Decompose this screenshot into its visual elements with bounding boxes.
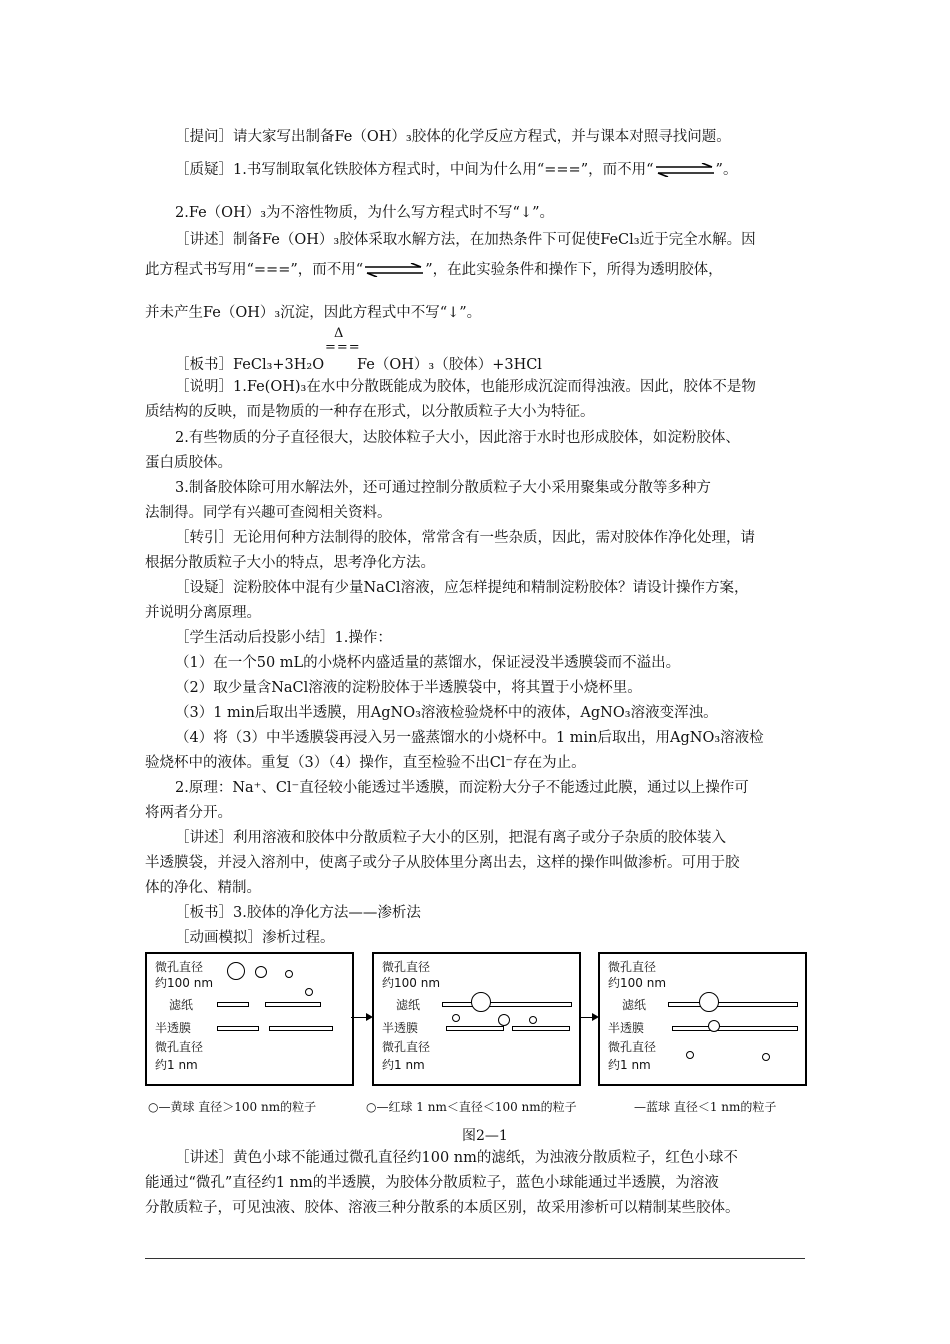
figure-caption: 图2—1 [462,1128,508,1144]
filter-paper-right [265,1002,321,1007]
explain-line-3: 2.有些物质的分子直径很大，达胶体粒子大小，因此溶于水时也形成胶体，如淀粉胶体、 [175,430,740,446]
principle-line-1: 2.原理：Na⁺、Cl⁻直径较小能透过半透膜，而淀粉大分子不能透过此膜，通过以上操作可 [175,780,749,796]
pore-1-size: 约1 nm [382,1058,425,1072]
blue-ball [762,1053,770,1061]
blue-ball [529,1016,537,1024]
membrane-right [512,1026,570,1031]
narration-text: 此方程式书写用“===”，而不用“ [145,262,364,278]
footer-rule [145,1258,805,1259]
membrane-left [217,1026,259,1031]
explain-line-2: 质结构的反映，而是物质的一种存在形式，以分散质粒子大小为特征。 [145,404,595,420]
blue-ball [305,988,313,996]
membrane-left [446,1026,504,1031]
step-arrow-icon [351,1017,371,1018]
membrane-label: 半透膜 [382,1021,419,1035]
pore-1-label: 微孔直径 [155,1040,204,1054]
filter-label: 滤纸 [169,998,194,1012]
step-2: （2）取少量含NaCl溶液的淀粉胶体于半透膜袋中，将其置于小烧杯里。 [175,680,642,696]
summary-heading: ［学生活动后投影小结］1.操作： [175,630,392,646]
narration-text-end: ”，在此实验条件和操作下，所得为透明胶体， [425,262,723,278]
pore-1-label: 微孔直径 [608,1040,657,1054]
blue-ball [686,1051,694,1059]
question-line: ［提问］请大家写出制备Fe（OH）₃胶体的化学反应方程式，并与课本对照寻找问题。 [175,129,731,145]
filter-paper [442,1002,572,1007]
filter-label: 滤纸 [396,998,421,1012]
pore-100-size: 约100 nm [155,976,214,990]
filter-paper [668,1002,798,1007]
doubt-line-1 [175,160,737,180]
explain-line-4: 蛋白质胶体。 [145,455,232,471]
doubt-line-2: 2.Fe（OH）₃为不溶性物质，为什么写方程式时不写“↓”。 [175,205,555,221]
legend-red: ○—红球 1 nm＜直径＜100 nm的粒子 [366,1100,577,1114]
dialysis-panel-1 [145,952,354,1086]
red-ball [708,1020,720,1032]
membrane-label: 半透膜 [155,1021,192,1035]
narration-line-3: 并未产生Fe（OH）₃沉淀，因此方程式中不写“↓”。 [145,305,482,321]
board-heading: ［板书］3.胶体的净化方法——渗析法 [175,905,421,921]
board-equation-left: ［板书］FeCl₃+3H₂O [175,357,325,373]
principle-line-2: 将两者分开。 [145,805,232,821]
conclusion-line-1: ［讲述］黄色小球不能通过微孔直径约100 nm的滤纸，为浊液分散质粒子，红色小球不 [175,1150,738,1166]
dialysis-panel-3 [598,952,807,1086]
membrane [672,1026,798,1031]
transition-line-2: 根据分散质粒子大小的特点，思考净化方法。 [145,555,435,571]
transition-line-1: ［转引］无论用何种方法制得的胶体，常常含有一些杂质，因此，需对胶体作净化处理，请 [175,530,755,546]
animation-heading: ［动画模拟］渗析过程。 [175,930,335,946]
step-1: （1）在一个50 mL的小烧杯内盛适量的蒸馏水，保证浸没半透膜袋而不溢出。 [175,655,681,671]
pore-1-size: 约1 nm [155,1058,198,1072]
explain-line-6: 法制得。同学有兴趣可查阅相关资料。 [145,505,392,521]
dialysis-line-1: ［讲述］利用溶液和胶体中分散质粒子大小的区别，把混有离子或分子杂质的胶体装入 [175,830,726,846]
dialysis-panel-2 [372,952,581,1086]
equation-equals: === [325,340,361,355]
red-ball [255,966,267,978]
dialysis-line-3: 体的净化、精制。 [145,880,261,896]
pore-1-size: 约1 nm [608,1058,651,1072]
pore-100-size: 约100 nm [608,976,667,990]
conclusion-line-3: 分散质粒子，可见浊液、胶体、溶液三种分散系的本质区别，故采用渗析可以精制某些胶体。 [145,1200,740,1216]
step-4-line-1: （4）将（3）中半透膜袋再浸入另一盛蒸馏水的小烧杯中。1 min后取出，用AgNO₃溶液检 [175,730,764,746]
doubt-text-end: ”。 [715,162,738,178]
question-design-line-1: ［设疑］淀粉胶体中混有少量NaCl溶液，应怎样提纯和精制淀粉胶体？请设计操作方案， [175,580,749,596]
filter-paper-left [217,1002,249,1007]
filter-label: 滤纸 [622,998,647,1012]
narration-line-1: ［讲述］制备Fe（OH）₃胶体采取水解方法，在加热条件下可促使FeCl₃近于完全水解。因 [175,232,756,248]
step-arrow-icon [579,1017,597,1018]
dialysis-line-2: 半透膜袋，并浸入溶剂中，使离子或分子从胶体里分离出去，这样的操作叫做渗析。可用于胶 [145,855,740,871]
explain-line-5: 3.制备胶体除可用水解法外，还可通过控制分散质粒子大小采用聚集或分散等多种方 [175,480,711,496]
pore-100-label: 微孔直径 [608,960,657,974]
conclusion-line-2: 能通过“微孔”直径约1 nm的半透膜，为胶体分散质粒子，蓝色小球能通过半透膜，为溶液 [145,1175,719,1191]
pore-100-size: 约100 nm [382,976,441,990]
pore-100-label: 微孔直径 [155,960,204,974]
explain-line-1: ［说明］1.Fe(OH)₃在水中分散既能成为胶体，也能形成沉淀而得浊液。因此，胶体不是物 [175,379,756,395]
pore-1-label: 微孔直径 [382,1040,431,1054]
legend-blue: —蓝球 直径＜1 nm的粒子 [634,1100,777,1114]
narration-line-2 [145,260,723,280]
heat-symbol: Δ [334,326,344,341]
yellow-ball [227,962,245,980]
yellow-ball [471,992,491,1012]
step-4-line-2: 验烧杯中的液体。重复（3）（4）操作，直至检验不出Cl⁻存在为止。 [145,755,586,771]
board-equation-right: Fe（OH）₃（胶体）+3HCl [357,357,542,373]
equilibrium-arrow-icon [363,263,425,277]
pore-100-label: 微孔直径 [382,960,431,974]
membrane-right [269,1026,333,1031]
step-3: （3）1 min后取出半透膜，用AgNO₃溶液检验烧杯中的液体，AgNO₃溶液变浑浊。 [175,705,718,721]
equilibrium-arrow-icon [654,163,716,177]
red-ball [498,1014,510,1026]
blue-ball [285,970,293,978]
blue-ball [452,1014,460,1022]
yellow-ball [699,992,719,1012]
membrane-label: 半透膜 [608,1021,645,1035]
doubt-text: ［质疑］1.书写制取氧化铁胶体方程式时，中间为什么用“===”，而不用“ [175,162,654,178]
question-design-line-2: 并说明分离原理。 [145,605,261,621]
legend-yellow: ○—黄球 直径＞100 nm的粒子 [148,1100,317,1114]
